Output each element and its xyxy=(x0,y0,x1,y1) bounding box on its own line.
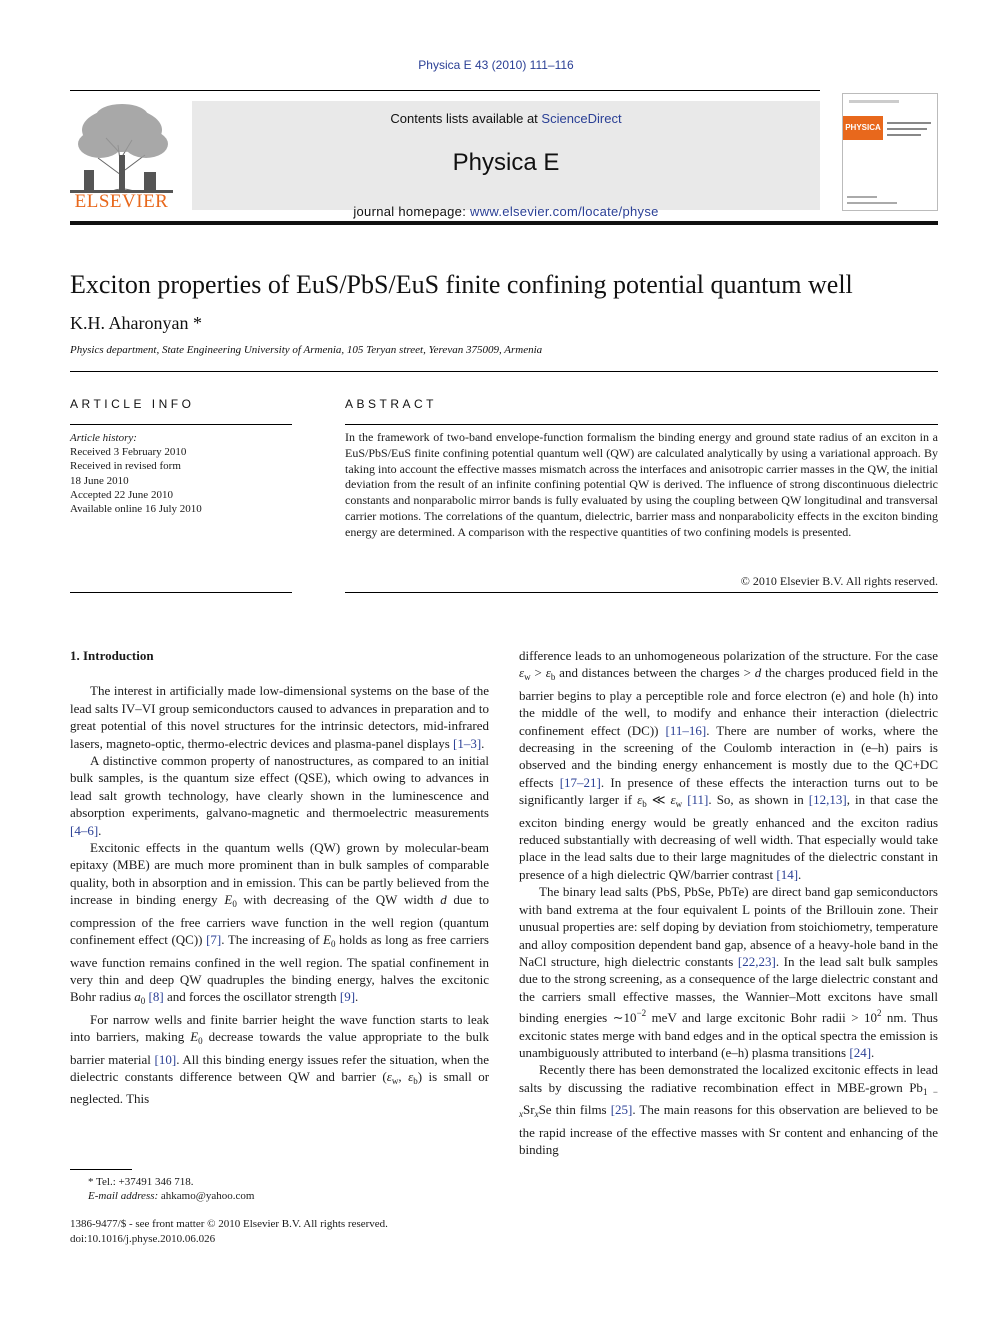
doi-line[interactable]: doi:10.1016/j.physe.2010.06.026 xyxy=(70,1232,216,1245)
article-authors[interactable]: K.H. Aharonyan * xyxy=(70,313,202,333)
body-paragraph: The binary lead salts (PbS, PbSe, PbTe) are direct band gap semiconductors with band extrema at the four equivalent L points of the Brillouin zone. Their unusual properties are: self doping by deviation from stoichiometry, temperature and alloy composition dependent band gap, absence of a heavy-hole band in the NaCl structure, high dielectric constants [22,23]. In the lead salt bulk samples due to the strong screening, as a consequence of the large dielectric constant and the carriers small effective masses, the Wannier–Mott excitons have small binding energies $\sim 10^{-2}$ meV and large excitonic Bohr radii > $10^2$ nm. Thus excitonic states merge with band edges and in the optical spectra the emission is unambiguously attributed to interband (e–h) plasma transitions [24]. xyxy=(519,884,938,1060)
abstract-copyright: © 2010 Elsevier B.V. All rights reserved. xyxy=(740,574,938,588)
abstract-heading: ABSTRACT xyxy=(345,397,438,411)
publisher-name: ELSEVIER xyxy=(74,191,169,212)
cover-line-icon xyxy=(847,196,877,198)
journal-header xyxy=(70,90,938,220)
history-entry: Received 3 February 2010 xyxy=(70,446,187,459)
citation-link[interactable]: [1–3] xyxy=(453,735,482,751)
citation-link[interactable]: [8] xyxy=(148,989,164,1005)
section-heading: 1. Introduction xyxy=(70,648,154,663)
body-column-left xyxy=(70,647,489,1108)
article-title: Exciton properties of EuS/PbS/EuS finite confining potential quantum well xyxy=(70,270,853,299)
journal-name: Physica E xyxy=(452,149,560,176)
contents-line xyxy=(192,111,820,126)
cover-line-icon xyxy=(887,122,931,124)
journal-cover-thumbnail xyxy=(842,93,938,211)
sciencedirect-link[interactable]: ScienceDirect xyxy=(541,111,622,126)
citation-link[interactable]: [12,13] xyxy=(808,792,847,808)
citation-link[interactable]: [11] xyxy=(687,792,709,808)
body-paragraph: difference leads to an unhomogeneous polarization of the structure. For the case $\varepsilon_w > \varepsilon_b$ and distances between the charges > d the charges produced field in the barrier begins to play a perceptible role and force electron (e) and hole (h) into the middle of the well, to modify and enhance their interaction (dielectric confinement effect (DC)) [11–16]. There are number of works, where the decreasing in the screening of the Coulomb interaction in (e–h) pairs is observed and the binding energy enhancement is mostly due to the QC+DC effects [17–21]. In presence of these effects the interaction turns out to be significantly larger if $\varepsilon_b$ ≪ $\varepsilon_w$ [11]. So, as shown in [12,13], in that case the exciton binding energy would be greatly enhanced and the exciton radius reduced substantially with decreasing of well width. That especially would take place in the lead salts due to their large magnitudes of the dielectric constant in presence of a high dielectric QW/barrier contrast [14]. xyxy=(519,648,939,882)
footnote-email xyxy=(70,1189,254,1203)
history-entry: 18 June 2010 xyxy=(70,474,129,487)
history-entry: Received in revised form xyxy=(70,460,181,473)
footnote-tel: * Tel.: +37491 346 718. xyxy=(88,1176,194,1188)
citation-link[interactable]: [10] xyxy=(154,1051,177,1067)
body-paragraph: A distinctive common property of nanostructures, as compared to an initial bulk samples, is the quantum size effect (QSE), which owing to advances in lead salt growth technology, have clearly shown in the luminescence and absorption experiments, galvano-magnetic and thermoelectric measurements [4–6]. xyxy=(70,753,489,838)
citation-link[interactable]: [25] xyxy=(610,1102,633,1118)
header-bottom-rule xyxy=(70,221,938,225)
header-top-rule xyxy=(70,90,820,91)
cover-line-icon xyxy=(887,134,921,136)
citation-link[interactable]: [22,23] xyxy=(737,953,776,969)
cover-line-icon xyxy=(849,100,899,103)
cover-title: PHYSICA xyxy=(843,116,883,140)
history-entry: Accepted 22 June 2010 xyxy=(70,488,173,501)
history-label: Article history: xyxy=(70,432,137,444)
body-paragraph: The interest in artificially made low-dimensional systems on the base of the lead salts IV–VI group semiconductors caused to advances in preparation and to great potential of this novel structures for the intrinsic detectors, mid-infrared lasers, magneto-optic, thermo-electric devices and plasma-panel displays [1–3]. xyxy=(70,683,489,751)
citation-link[interactable]: [4–6] xyxy=(70,822,99,838)
citation-link[interactable]: [17–21] xyxy=(559,774,601,790)
cover-line-icon xyxy=(887,128,927,130)
contents-prefix: Contents lists available at xyxy=(390,111,542,126)
email-address[interactable]: ahkamo@yahoo.com xyxy=(158,1190,255,1202)
divider xyxy=(345,424,938,425)
citation-link[interactable]: [11–16] xyxy=(665,722,707,738)
divider xyxy=(345,592,938,593)
divider xyxy=(70,424,292,425)
article-history xyxy=(70,431,292,516)
body-paragraph: For narrow wells and finite barrier height the wave function starts to leak into barriers, making $E_0$ decrease towards the value appropriate to the bulk barrier material [10]. All this binding energy issues refer the situation, when the dielectric constants difference between QW and barrier ($\varepsilon_w$, $\varepsilon_b$) is small or neglected. This xyxy=(70,1011,490,1107)
journal-citation[interactable]: Physica E 43 (2010) 111–116 xyxy=(418,58,574,72)
page-footer xyxy=(70,1217,388,1246)
body-paragraph: Excitonic effects in the quantum wells (QW) grown by molecular-beam epitaxy (MBE) are much more prominent than in bulk samples of comparable quality, both in absorption and in emission. This can be partly believed from the increase in binding energy $E_0$ with decreasing of the QW width d due to compression of the free carriers wave function in the well region (quantum confinement effect (QC)) [7]. The increasing of $E_0$ holds as long as free carriers wave function remains confined in the well region. The spatial confinement in very thin and deep QW quadruples the binding energy, halves the excitonic Bohr radius $a_0$ [8] and forces the oscillator strength [9]. xyxy=(70,840,489,1007)
article-info-heading: ARTICLE INFO xyxy=(70,397,195,411)
citation-link[interactable]: [7] xyxy=(206,932,222,948)
body-column-right xyxy=(519,647,938,1158)
footnote xyxy=(70,1175,254,1203)
divider xyxy=(70,592,292,593)
citation-link[interactable]: [24] xyxy=(849,1044,872,1060)
history-entry: Available online 16 July 2010 xyxy=(70,503,202,516)
homepage-line xyxy=(192,204,820,219)
cover-line-icon xyxy=(847,202,897,204)
issn-line: 1386-9477/$ - see front matter © 2010 Elsevier B.V. All rights reserved. xyxy=(70,1218,388,1230)
citation-link[interactable]: [9] xyxy=(339,989,356,1005)
abstract-text: In the framework of two-band envelope-function formalism the binding energy and ground state radius of an exciton in a EuS/PbS/EuS finite confining potential quantum well (QW) are calculated analytically by using a variational approach. By taking into account the effective masses mismatch across the interfaces and anisotropic carrier masses in the QW, the initial deviation from the result of an infinite confining potential QW is derived. The influence of strong discontinuous dielectric constants and nonparabolic mirror bands is fully evaluated by using the coupling between QW longitudinal and transversal carrier motions. The correlations of the quantum, dielectric, barrier mass and nonparabolicity effects in the exciton binding energy are determined. A comparison with the respective quantities of two confining models is presented. xyxy=(345,430,938,539)
body-paragraph: Recently there has been demonstrated the localized excitonic effects in lead salts by discussing the radiative recombination effect in MBE-grown $Pb_{1 - x}Sr_xSe$ thin films [25]. The main reasons for this observation are believed to be the rapid increase of the effective masses with Sr content and enhancing of the binding xyxy=(519,1062,938,1157)
author-affiliation: Physics department, State Engineering University of Armenia, 105 Teryan street, Yerevan 375009, Armenia xyxy=(70,344,543,356)
journal-banner xyxy=(192,101,820,219)
homepage-link[interactable]: www.elsevier.com/locate/physe xyxy=(470,204,659,219)
divider xyxy=(70,371,938,372)
footnote-divider xyxy=(70,1169,132,1170)
homepage-prefix: journal homepage: xyxy=(353,204,471,219)
citation-link[interactable]: [14] xyxy=(776,866,799,882)
email-label: E-mail address: xyxy=(88,1190,159,1202)
